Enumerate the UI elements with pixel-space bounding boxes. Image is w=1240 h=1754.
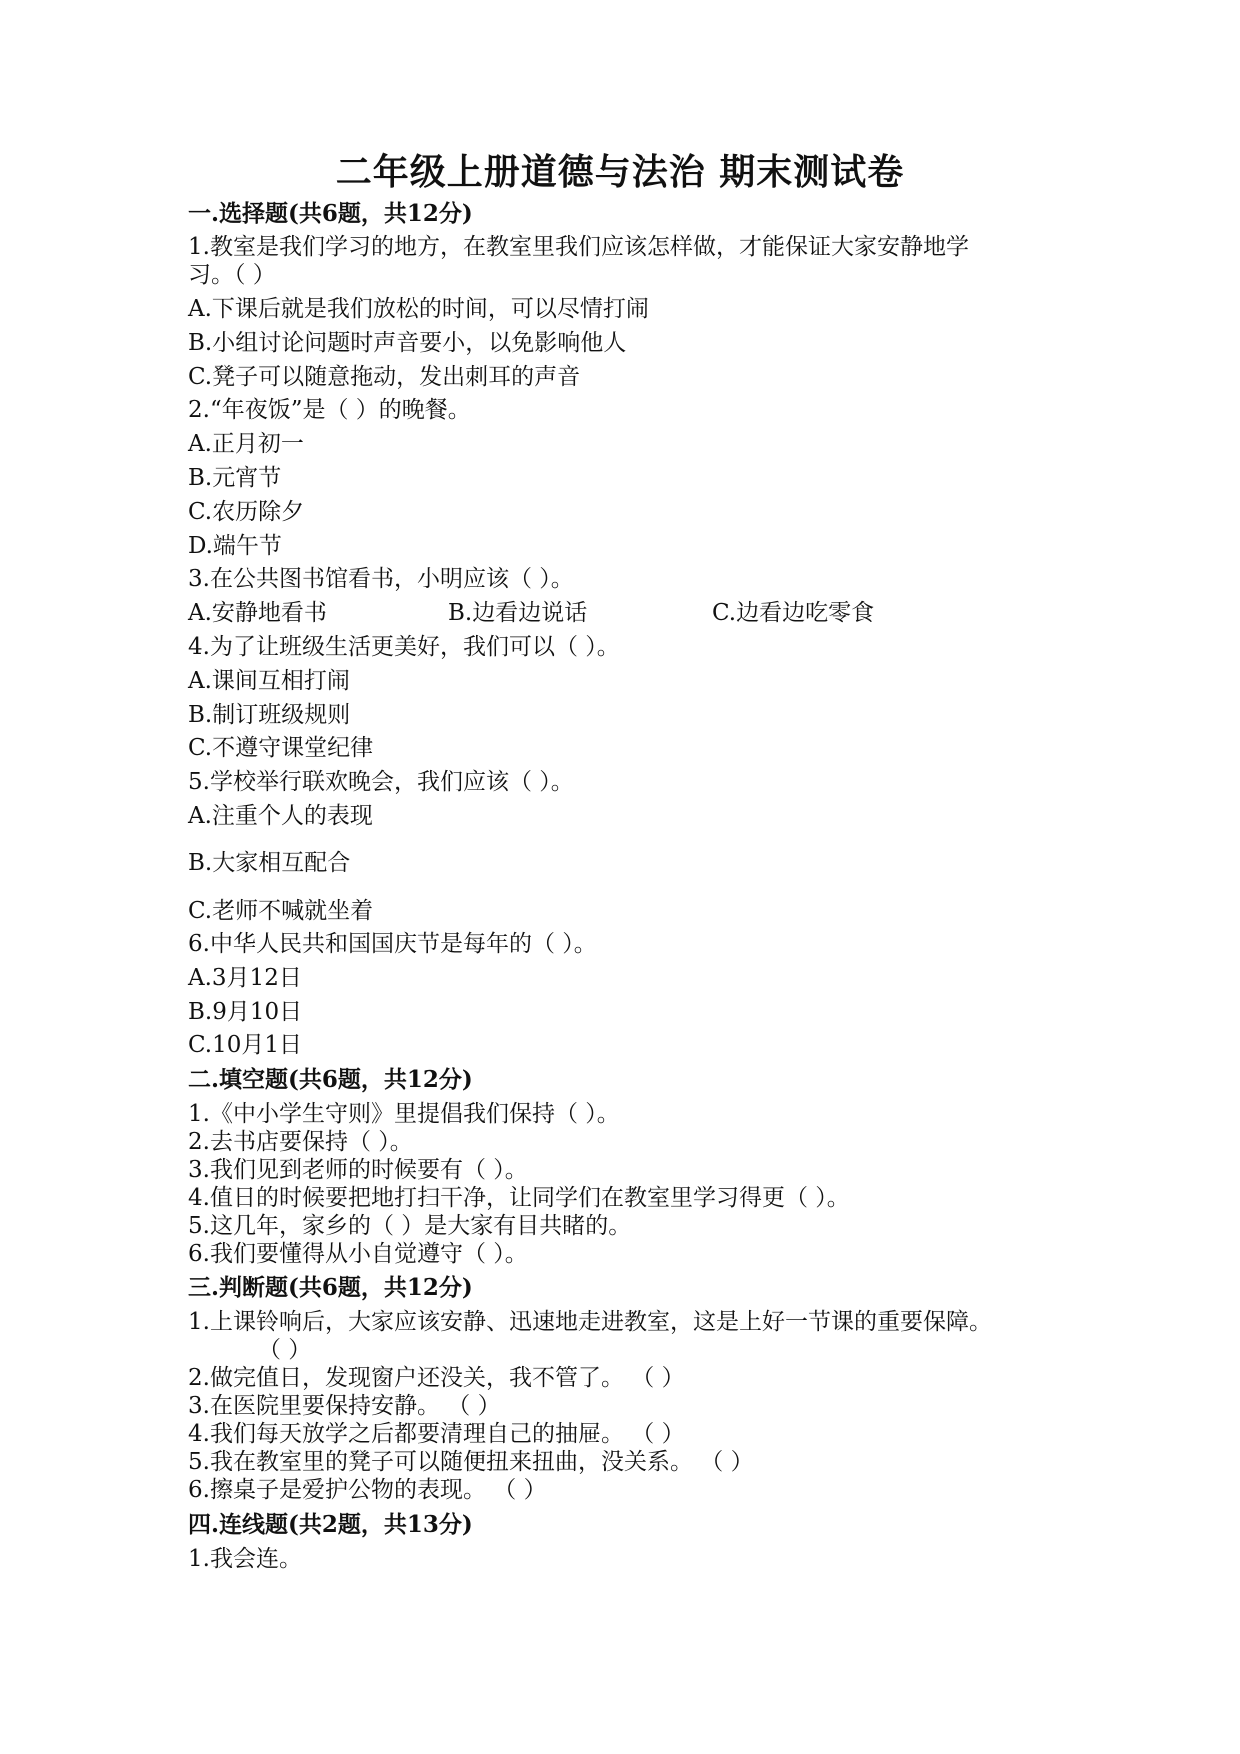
fill-question: 2.去书店要保持（ ）。 — [188, 1129, 413, 1155]
question: 5.学校举行联欢晚会，我们应该（ ）。 — [188, 769, 574, 795]
question: 1.教室是我们学习的地方，在教室里我们应该怎样做，才能保证大家安静地学 — [188, 234, 969, 260]
fill-question: 6.我们要懂得从小自觉遵守（ ）。 — [188, 1241, 528, 1267]
option: A.下课后就是我们放松的时间，可以尽情打闹 — [188, 296, 649, 322]
question: 2.“年夜饭”是（ ）的晚餐。 — [188, 397, 471, 423]
section-heading: 四.连线题(共2题，共13分) — [188, 1511, 473, 1538]
judge-question: 3.在医院里要保持安静。 （ ） — [188, 1393, 501, 1419]
section-heading: 二.填空题(共6题，共12分) — [188, 1066, 473, 1093]
option: C.农历除夕 — [188, 499, 305, 525]
fill-question: 3.我们见到老师的时候要有（ ）。 — [188, 1157, 528, 1183]
option: B.边看边说话 — [448, 600, 588, 626]
option: D.端午节 — [188, 533, 282, 559]
question: 6.中华人民共和国国庆节是每年的（ ）。 — [188, 931, 597, 957]
fill-question: 5.这几年，家乡的（ ）是大家有目共睹的。 — [188, 1213, 632, 1239]
fill-question: 4.值日的时候要把地打扫干净，让同学们在教室里学习得更（ ）。 — [188, 1185, 850, 1211]
judge-question: 4.我们每天放学之后都要清理自己的抽屉。 （ ） — [188, 1421, 685, 1447]
option: A.注重个人的表现 — [188, 803, 373, 829]
option: B.小组讨论问题时声音要小，以免影响他人 — [188, 330, 627, 356]
option: A.正月初一 — [188, 431, 304, 457]
question: 4.为了让班级生活更美好，我们可以（ ）。 — [188, 634, 620, 660]
option: C.边看边吃零食 — [712, 600, 875, 626]
option: C.凳子可以随意拖动，发出刺耳的声音 — [188, 364, 581, 390]
section-heading: 三.判断题(共6题，共12分) — [188, 1274, 473, 1301]
fill-question: 1.《中小学生守则》里提倡我们保持（ ）。 — [188, 1101, 620, 1127]
question-cont: 习。（ ） — [188, 262, 276, 288]
option: C.老师不喊就坐着 — [188, 898, 374, 924]
option: B.大家相互配合 — [188, 850, 351, 876]
option: C.10月1日 — [188, 1032, 302, 1058]
option: B.元宵节 — [188, 465, 282, 491]
judge-question: 2.做完值日，发现窗户还没关，我不管了。 （ ） — [188, 1365, 685, 1391]
option: A.3月12日 — [188, 965, 302, 991]
judge-question: 5.我在教室里的凳子可以随便扭来扭曲，没关系。 （ ） — [188, 1449, 754, 1475]
option: C.不遵守课堂纪律 — [188, 735, 374, 761]
option: B.9月10日 — [188, 999, 303, 1025]
question: 3.在公共图书馆看书，小明应该（ ）。 — [188, 566, 574, 592]
judge-answer-blank: （ ） — [258, 1337, 312, 1363]
matching-question: 1.我会连。 — [188, 1546, 302, 1572]
option: A.课间互相打闹 — [188, 668, 350, 694]
judge-question: 1.上课铃响后，大家应该安静、迅速地走进教室，这是上好一节课的重要保障。 — [188, 1309, 992, 1335]
exam-title: 二年级上册道德与法治 期末测试卷 — [335, 151, 905, 193]
judge-question: 6.擦桌子是爱护公物的表现。 （ ） — [188, 1477, 547, 1503]
section-heading: 一.选择题(共6题，共12分) — [188, 200, 473, 227]
option: A.安静地看书 — [188, 600, 327, 626]
option: B.制订班级规则 — [188, 702, 351, 728]
